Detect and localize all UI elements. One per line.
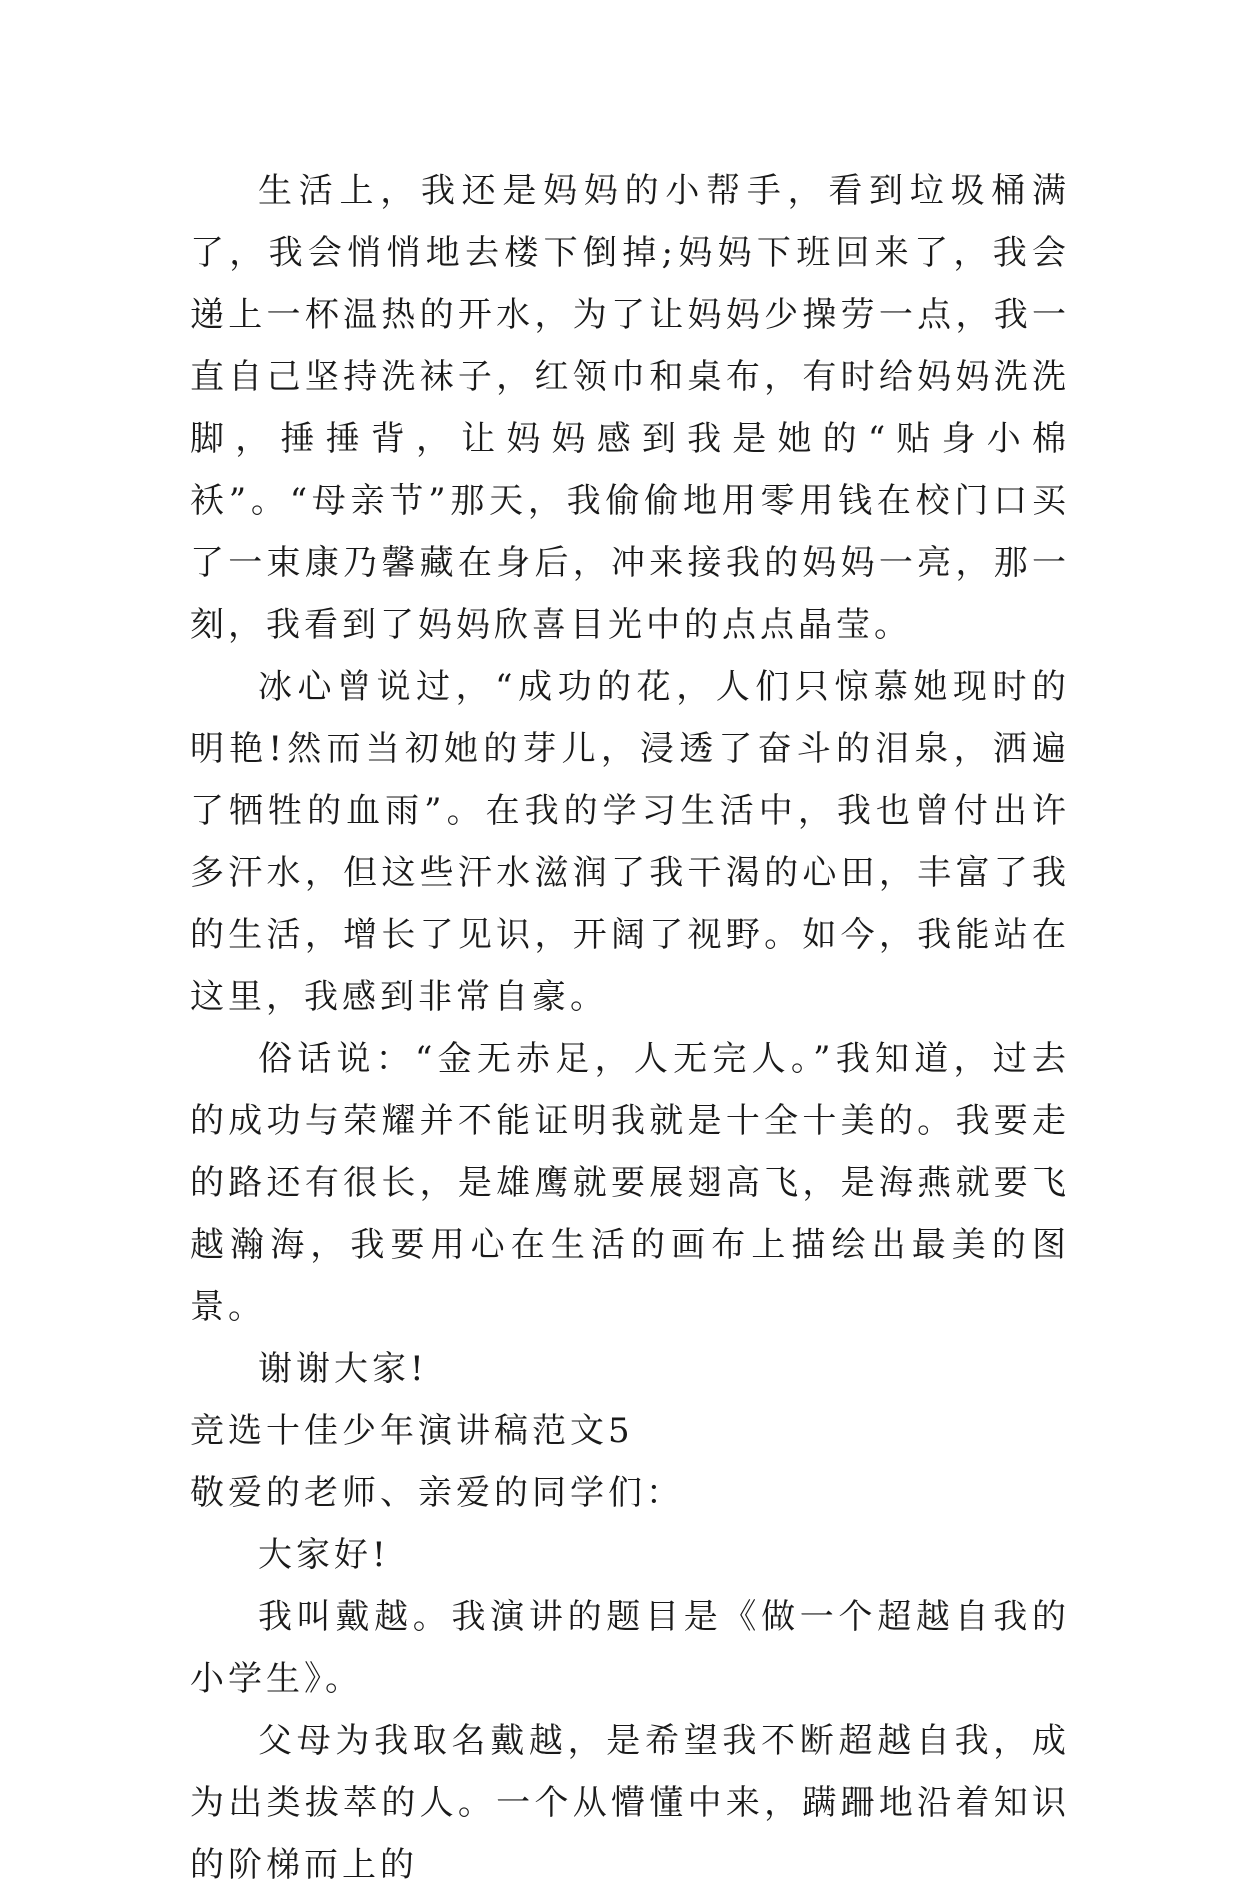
paragraph-bing-xin-quote: 冰心曾说过，“成功的花，人们只惊慕她现时的明艳!然而当初她的芽儿，浸透了奋斗的泪泉，洒遍了牺牲的血雨”。在我的学习生活中，我也曾付出许多汗水，但这些汗水滋润了我干渴的心田，丰富了我的生活，增长了见识，开阔了视野。如今，我能站在这里，我感到非常自豪。 — [190, 667, 1070, 1017]
document-body — [190, 160, 1070, 1896]
paragraph-proverb: 俗话说：“金无赤足，人无完人。”我知道，过去的成功与荣耀并不能证明我就是十全十美的。我要走的路还有很长，是雄鹰就要展翅高飞，是海燕就要飞越瀚海，我要用心在生活的画布上描绘出最美的图景。 — [190, 1039, 1070, 1327]
greeting: 大家好! — [258, 1535, 390, 1575]
section-title: 竞选十佳少年演讲稿范文5 — [190, 1411, 634, 1451]
paragraph-name-meaning: 父母为我取名戴越，是希望我不断超越自我，成为出类拔萃的人。一个从懵懂中来，蹒跚地沿着知识的阶梯而上的 — [190, 1721, 1070, 1885]
paragraph-introduction: 我叫戴越。我演讲的题目是《做一个超越自我的小学生》。 — [190, 1597, 1070, 1699]
paragraph-helping-mom: 生活上，我还是妈妈的小帮手，看到垃圾桶满了，我会悄悄地去楼下倒掉;妈妈下班回来了，我会递上一杯温热的开水，为了让妈妈少操劳一点，我一直自己坚持洗袜子，红领巾和桌布，有时给妈妈洗洗脚，捶捶背，让妈妈感到我是她的“贴身小棉袄”。“母亲节”那天，我偷偷地用零用钱在校门口买了一束康乃馨藏在身后，冲来接我的妈妈一亮，那一刻，我看到了妈妈欣喜目光中的点点晶莹。 — [190, 171, 1070, 645]
salutation: 敬爱的老师、亲爱的同学们： — [190, 1473, 684, 1513]
paragraph-thanks: 谢谢大家! — [258, 1349, 428, 1389]
